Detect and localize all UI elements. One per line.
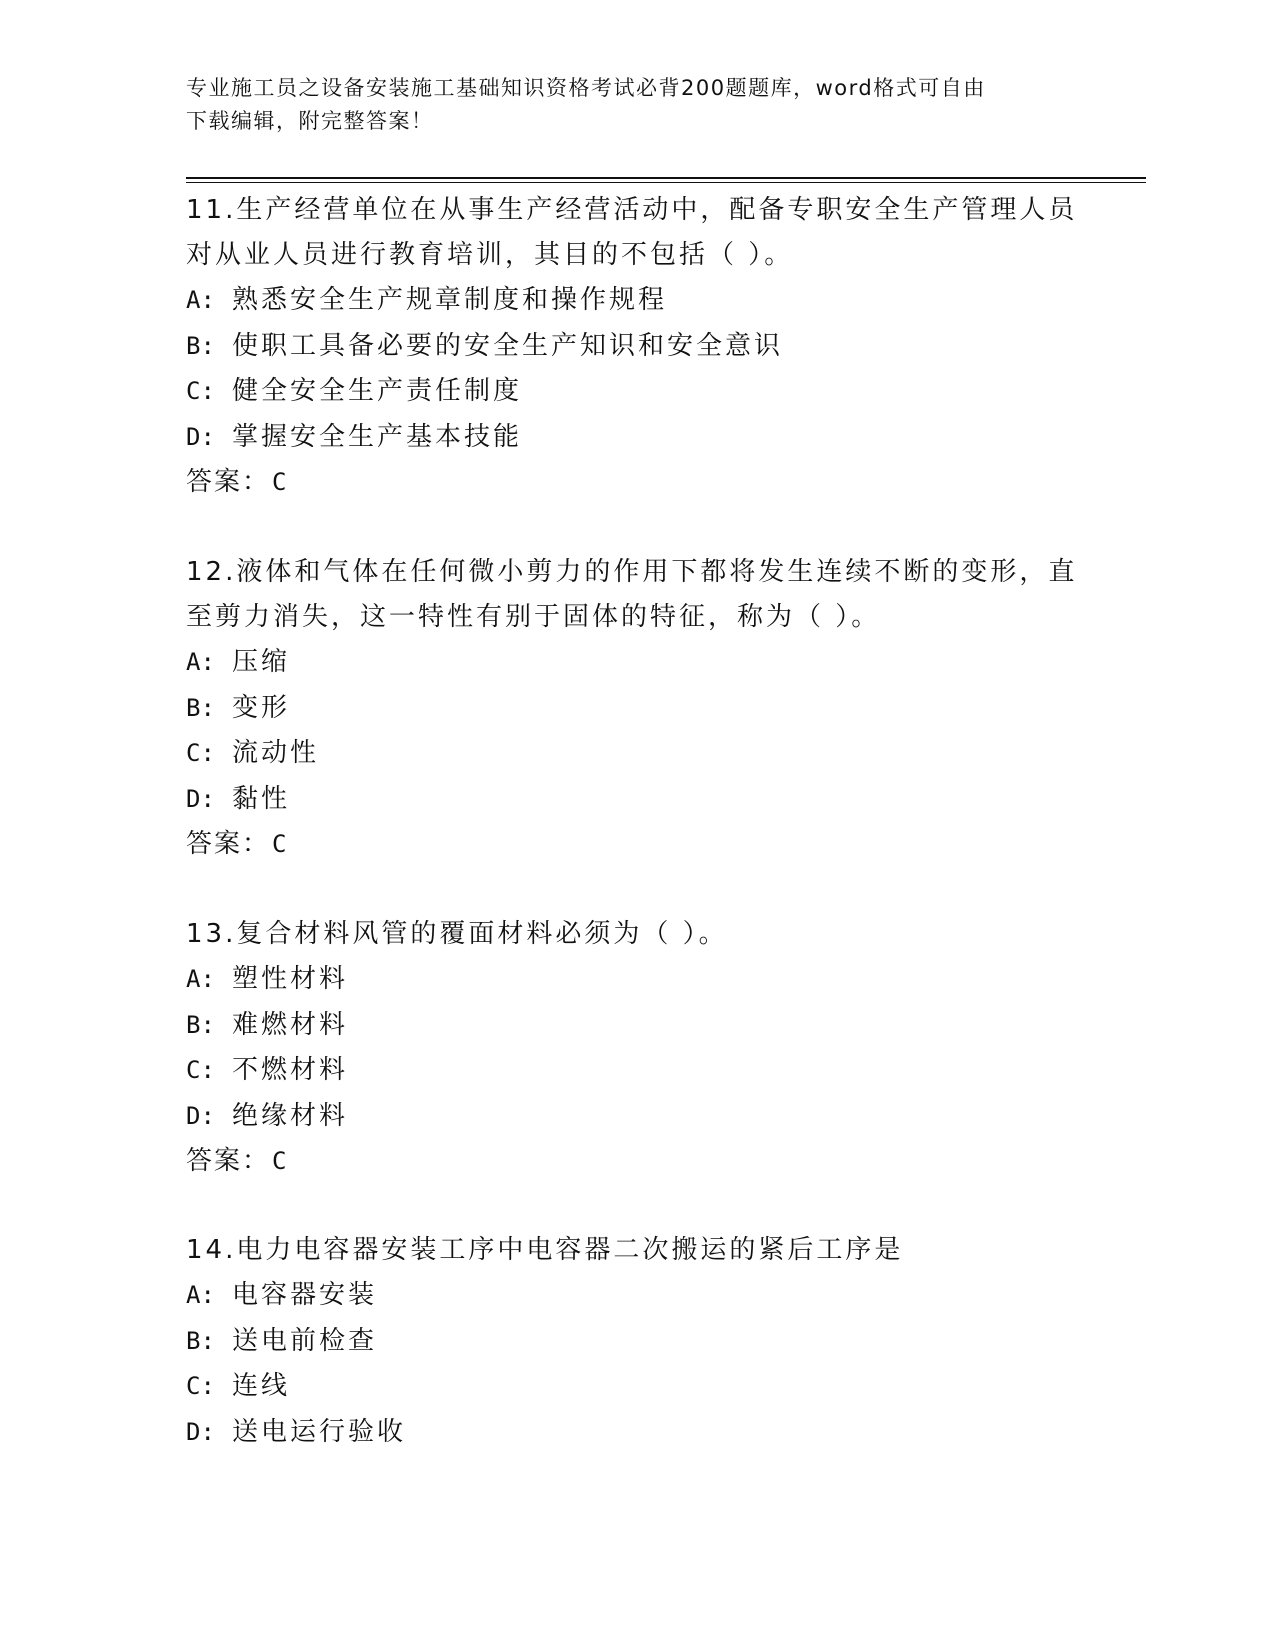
option-letter: B: bbox=[186, 693, 215, 722]
answer-value: C bbox=[272, 468, 287, 496]
option-letter: C: bbox=[186, 377, 215, 405]
option-b bbox=[186, 1003, 1086, 1049]
question-stem-line-1: 14.电力电容器安装工序中电容器二次搬运的紧后工序是 bbox=[186, 1235, 904, 1265]
option-text: 不燃材料 bbox=[232, 1055, 349, 1085]
option-letter: C: bbox=[186, 1372, 215, 1400]
option-text: 难燃材料 bbox=[232, 1009, 349, 1040]
option-c bbox=[186, 731, 1086, 777]
option-text: 变形 bbox=[232, 692, 291, 723]
option-text: 绝缘材料 bbox=[232, 1100, 349, 1131]
option-text: 掌握安全生产基本技能 bbox=[232, 421, 523, 452]
option-letter: C: bbox=[186, 1056, 215, 1084]
option-b bbox=[186, 686, 1086, 732]
answer-line bbox=[186, 1139, 1086, 1184]
answer-label: 答案： bbox=[186, 467, 271, 497]
option-letter: C: bbox=[186, 739, 215, 767]
question-14 bbox=[186, 1228, 1086, 1455]
question-12 bbox=[186, 550, 1086, 867]
option-a bbox=[186, 1273, 1086, 1319]
option-d bbox=[186, 1410, 1086, 1456]
answer-label: 答案： bbox=[186, 829, 271, 859]
option-text: 连线 bbox=[232, 1371, 291, 1401]
header-line-1: 专业施工员之设备安装施工基础知识资格考试必背200题题库，word格式可自由 bbox=[186, 76, 986, 100]
option-a bbox=[186, 957, 1086, 1003]
option-letter: B: bbox=[186, 1010, 215, 1039]
question-13 bbox=[186, 912, 1086, 1184]
option-c bbox=[186, 1048, 1086, 1094]
option-text: 熟悉安全生产规章制度和操作规程 bbox=[232, 285, 668, 315]
answer-value: C bbox=[272, 1147, 287, 1175]
question-11 bbox=[186, 188, 1086, 505]
option-d bbox=[186, 777, 1086, 823]
option-d bbox=[186, 415, 1086, 461]
option-text: 使职工具备必要的安全生产知识和安全意识 bbox=[232, 330, 784, 361]
option-letter: A: bbox=[186, 648, 215, 676]
question-stem-line-1: 11.生产经营单位在从事生产经营活动中，配备专职安全生产管理人员 bbox=[186, 195, 1078, 225]
option-letter: D: bbox=[186, 1417, 215, 1446]
option-text: 流动性 bbox=[232, 738, 320, 768]
header-divider-thick bbox=[186, 177, 1146, 179]
option-a bbox=[186, 278, 1086, 324]
option-b bbox=[186, 1319, 1086, 1365]
answer-label: 答案： bbox=[186, 1146, 271, 1176]
option-letter: A: bbox=[186, 286, 215, 314]
document-header bbox=[186, 72, 1086, 138]
option-letter: B: bbox=[186, 1326, 215, 1355]
option-text: 健全安全生产责任制度 bbox=[232, 376, 523, 406]
option-text: 送电运行验收 bbox=[232, 1416, 407, 1447]
question-stem-line-2: 对从业人员进行教育培训，其目的不包括（ ）。 bbox=[186, 240, 794, 270]
option-letter: A: bbox=[186, 1281, 215, 1309]
option-text: 黏性 bbox=[232, 783, 291, 814]
option-c bbox=[186, 369, 1086, 415]
question-stem-line-1: 13.复合材料风管的覆面材料必须为（ ）。 bbox=[186, 919, 728, 949]
answer-value: C bbox=[272, 830, 287, 858]
header-divider-thin bbox=[186, 182, 1146, 183]
option-text: 送电前检查 bbox=[232, 1325, 378, 1356]
question-stem-line-2: 至剪力消失，这一特性有别于固体的特征，称为（ ）。 bbox=[186, 602, 881, 632]
answer-line bbox=[186, 460, 1086, 505]
option-c bbox=[186, 1364, 1086, 1410]
option-letter: D: bbox=[186, 1101, 215, 1130]
option-text: 塑性材料 bbox=[232, 964, 349, 994]
header-line-2: 下载编辑，附完整答案！ bbox=[186, 109, 434, 133]
option-text: 电容器安装 bbox=[232, 1280, 378, 1310]
option-b bbox=[186, 324, 1086, 370]
option-letter: A: bbox=[186, 965, 215, 993]
question-stem-line-1: 12.液体和气体在任何微小剪力的作用下都将发生连续不断的变形，直 bbox=[186, 557, 1078, 587]
option-letter: D: bbox=[186, 784, 215, 813]
option-a bbox=[186, 640, 1086, 686]
answer-line bbox=[186, 822, 1086, 867]
option-letter: D: bbox=[186, 422, 215, 451]
option-letter: B: bbox=[186, 331, 215, 360]
option-text: 压缩 bbox=[232, 647, 291, 677]
option-d bbox=[186, 1094, 1086, 1140]
